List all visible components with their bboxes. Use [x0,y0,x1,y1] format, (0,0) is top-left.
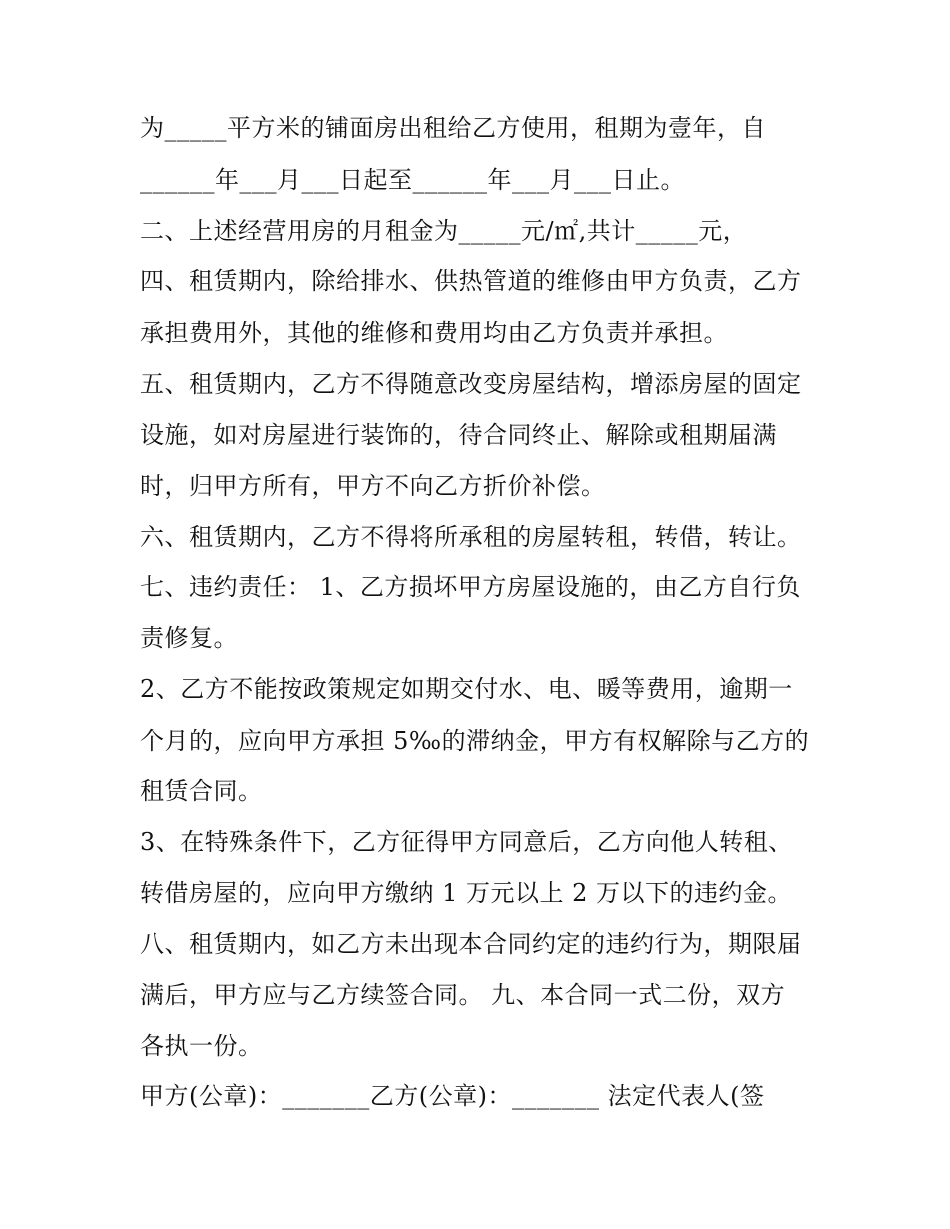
text-line: 七、违约责任： 1、乙方损坏甲方房屋设施的，由乙方自行负 [140,573,801,601]
text-line: 设施，如对房屋进行装饰的，待合同终止、解除或租期届满 [140,421,777,449]
text-line: 二、上述经营用房的月租金为_____元/㎡,共计_____元， [140,217,748,245]
text-line: 承担费用外，其他的维修和费用均由乙方负责并承担。 [140,319,728,347]
text-line: 责修复。 [140,624,238,652]
text-line: 满后，甲方应与乙方续签合同。 九、本合同一式二份，双方 [140,981,786,1009]
text-line: 3、在特殊条件下，乙方征得甲方同意后，乙方向他人转租、 [140,828,793,856]
text-line: 租赁合同。 [140,777,263,805]
text-line: 各执一份。 [140,1032,263,1060]
text-line: 时，归甲方所有，甲方不向乙方折价补偿。 [140,472,606,500]
text-line: 转借房屋的，应向甲方缴纳 1 万元以上 2 万以下的违约金。 [140,879,793,907]
text-line: 五、租赁期内，乙方不得随意改变房屋结构，增添房屋的固定 [140,370,802,398]
text-line: ______年___月___日起至______年___月___日止。 [140,166,685,194]
text-line: 2、乙方不能按政策规定如期交付水、电、暖等费用，逾期一 [140,675,793,703]
text-line: 个月的，应向甲方承担 5‰的滞纳金，甲方有权解除与乙方的 [140,727,810,755]
text-line: 八、租赁期内，如乙方未出现本合同约定的违约行为，期限届 [140,930,802,958]
text-line: 四、租赁期内，除给排水、供热管道的维修由甲方负责，乙方 [140,267,802,295]
text-line: 六、租赁期内，乙方不得将所承租的房屋转租，转借，转让。 [140,523,802,551]
text-line: 为_____平方米的铺面房出租给乙方使用，租期为壹年，自 [140,114,766,142]
text-line: 甲方(公章)：_______乙方(公章)：_______ 法定代表人(签 [140,1082,765,1110]
